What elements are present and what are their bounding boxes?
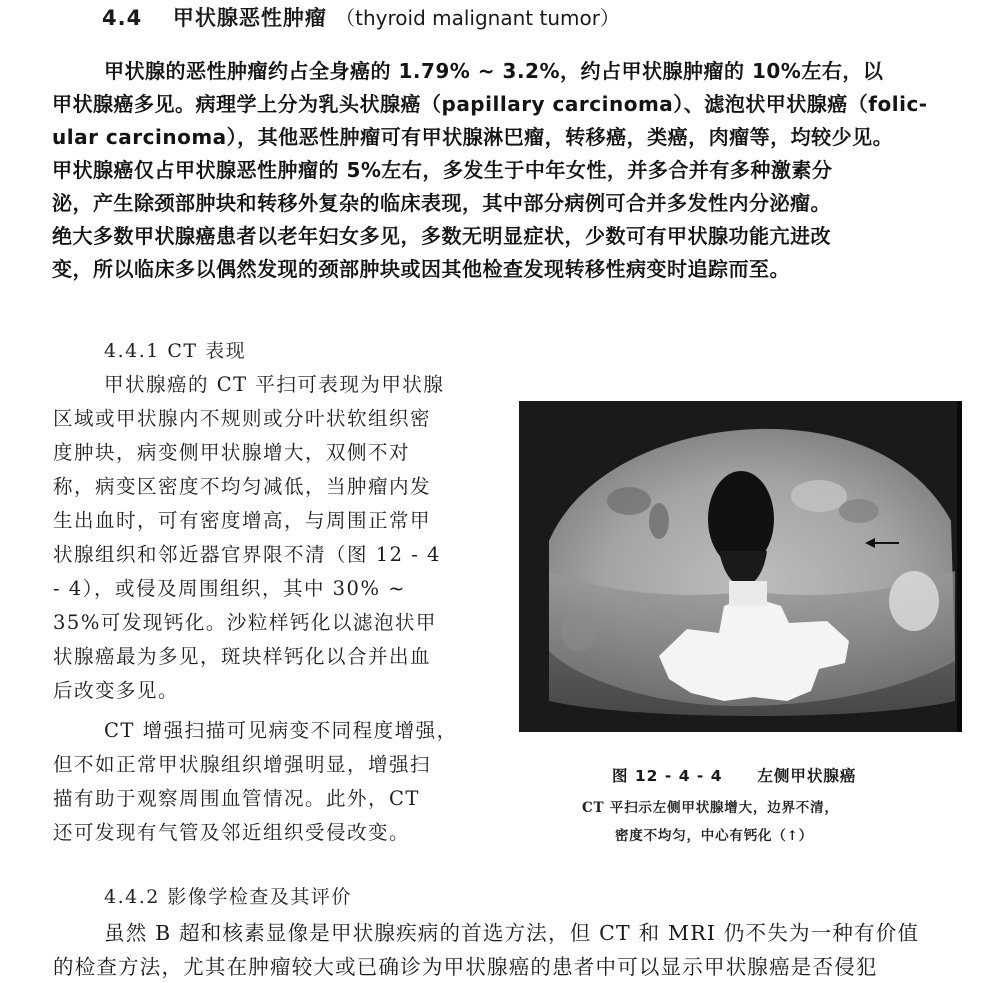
ct-text-line: CT 增强扫描可见病变不同程度增强， bbox=[104, 719, 458, 742]
ct-text-line: 后改变多见。 bbox=[53, 679, 180, 702]
ct-text-line: 状腺癌最为多见，斑块样钙化以合并出血 bbox=[53, 645, 432, 668]
ct-text-line: 还可发现有气管及邻近组织受侵改变。 bbox=[53, 821, 411, 844]
ct-scan-image bbox=[519, 401, 962, 732]
figure-caption-title bbox=[612, 764, 856, 786]
figure-caption-line: CT 平扫示左侧甲状腺增大，边界不清， bbox=[582, 800, 839, 816]
ct-text-line: 甲状腺癌的 CT 平扫可表现为甲状腺 bbox=[104, 373, 445, 396]
subsection-heading-imaging: 4.4.2 影像学检查及其评价 bbox=[104, 886, 352, 908]
ct-scan-graphic bbox=[519, 401, 962, 732]
intro-line: 甲状腺癌多见。病理学上分为乳头状腺癌（papillary carcinoma）、滤泡状甲状腺癌（folic- bbox=[52, 92, 928, 116]
section-number: 4.4 bbox=[102, 6, 143, 30]
intro-line: 绝大多数甲状腺癌患者以老年妇女多见，多数无明显症状，少数可有甲状腺功能亢进改 bbox=[52, 224, 831, 248]
imaging-text-line: 虽然 B 超和核素显像是甲状腺疾病的首选方法，但 CT 和 MRI 仍不失为一种有价值 bbox=[104, 921, 920, 945]
figure-caption-line: 密度不均匀，中心有钙化（↑） bbox=[615, 828, 814, 844]
ct-text-line: 生出血时，可有密度增高，与周围正常甲 bbox=[53, 509, 432, 532]
subsection-heading-ct: 4.4.1 CT 表现 bbox=[104, 340, 247, 362]
ct-text-line: 状腺组织和邻近器官界限不清（图 12 - 4 bbox=[53, 543, 441, 566]
ct-text-line: 区域或甲状腺内不规则或分叶状软组织密 bbox=[53, 407, 432, 430]
ct-text-line: 但不如正常甲状腺组织增强明显，增强扫 bbox=[53, 753, 432, 776]
ct-text-line: 35%可发现钙化。沙粒样钙化以滤泡状甲 bbox=[53, 611, 437, 634]
intro-line: ular carcinoma），其他恶性肿瘤可有甲状腺淋巴瘤，转移癌，类癌，肉瘤等，均较少见。 bbox=[52, 125, 894, 149]
section-title-en: （thyroid malignant tumor） bbox=[335, 6, 620, 30]
ct-text-line: 度肿块，病变侧甲状腺增大，双侧不对 bbox=[53, 441, 411, 464]
imaging-text-line: 的检查方法，尤其在肿瘤较大或已确诊为甲状腺癌的患者中可以显示甲状腺癌是否侵犯 bbox=[53, 955, 878, 979]
intro-line: 甲状腺的恶性肿瘤约占全身癌的 1.79% ~ 3.2%，约占甲状腺肿瘤的 10%左右，以 bbox=[104, 59, 884, 83]
intro-line: 变，所以临床多以偶然发现的颈部肿块或因其他检查发现转移性病变时追踪而至。 bbox=[52, 257, 790, 281]
intro-line: 泌，产生除颈部肿块和转移外复杂的临床表现，其中部分病例可合并多发性内分泌瘤。 bbox=[52, 191, 831, 215]
ct-text-line: - 4），或侵及周围组织，其中 30% ~ bbox=[53, 577, 407, 600]
intro-line: 甲状腺癌仅占甲状腺恶性肿瘤的 5%左右，多发生于中年女性，并多合并有多种激素分 bbox=[52, 158, 833, 182]
section-title-cn: 甲状腺恶性肿瘤 bbox=[172, 6, 327, 30]
ct-text-line: 描有助于观察周围血管情况。此外，CT bbox=[53, 787, 420, 810]
ct-text-line: 称，病变区密度不均匀减低，当肿瘤内发 bbox=[53, 475, 432, 498]
figure-title: 左侧甲状腺癌 bbox=[757, 767, 857, 785]
section-title bbox=[102, 2, 620, 32]
figure-label: 图 12 - 4 - 4 bbox=[612, 767, 723, 785]
